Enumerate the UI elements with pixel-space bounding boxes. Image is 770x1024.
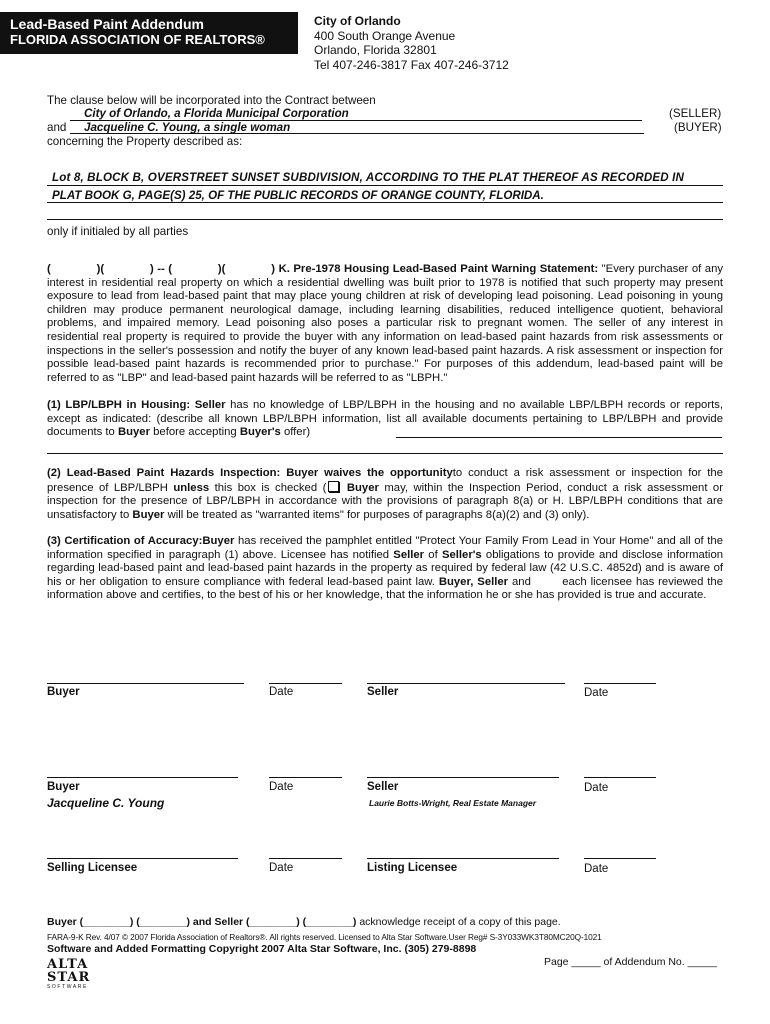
sig-line-selling-licensee[interactable] <box>47 858 238 859</box>
sig-line-seller-1[interactable] <box>367 683 565 684</box>
section2-waives: Buyer waives the opportunity <box>286 467 453 479</box>
section3-buyer: Buyer <box>202 535 235 547</box>
property-line1[interactable]: Lot 8, BLOCK B, OVERSTREET SUNSET SUBDIVISION, ACCORDING TO THE PLAT THEREOF AS RECORDED IN <box>52 171 685 184</box>
section3-heading: (3) Certification of Accuracy: <box>47 535 203 547</box>
sig-line-date-1[interactable] <box>269 683 342 684</box>
sig-label-date-3: Date <box>269 781 294 793</box>
section3 <box>47 535 727 603</box>
logo-mid: STAR <box>47 970 91 985</box>
warning-statement <box>47 263 723 385</box>
sig-line-date-3[interactable] <box>269 777 342 778</box>
sig-line-listing-licensee[interactable] <box>367 858 559 859</box>
sig-line-date-5[interactable] <box>269 858 342 859</box>
section1-buyer: Buyer <box>117 426 150 439</box>
page-number: Page _____ of Addendum No. _____ <box>544 956 717 968</box>
sig-label-buyer-1: Buyer <box>47 686 80 698</box>
buyer-name-field[interactable]: Jacqueline C. Young, a single woman <box>84 121 291 134</box>
section2-text3: may, within the Inspection Period, conduct a risk assessment or inspection for the presence of LBP/LBPH in accordance with the provisions of paragraph 8(a) or H. LBP/LBPH conditions that are unsatisfactory to <box>47 481 723 521</box>
sig-label-buyer-2: Buyer <box>47 781 80 793</box>
logo-bottom: SOFTWARE <box>47 984 88 990</box>
sig-line-seller-2[interactable] <box>367 777 559 778</box>
section2 <box>47 467 723 522</box>
warning-body: any interest in residential real property on which a residential dwelling was built prior to 1978 is notified that such property may present exposure to lead from lead-based paint that may place young children at risk of developing lead poisoning. Lead poisoning in young children may produce permanent neurological damage, including learning disabilities, reduced intelligence quotient, behavioral problems, and impaired memory. Lead poisoning also poses a particular risk to pregnant women. The seller of any interest in residential real property is required to provide the buyer with any information on lead-based paint hazards from risk assessments or inspections in the seller's possession and notify the buyer of any known lead-based paint hazards. A risk assessment or inspection for possible lead-based paint hazards is recommended prior to purchase." For purposes of this addendum, lead-based paint will be referred to as "LBP" and lead-based paint hazards will be referred to as "LBPH." <box>47 263 724 384</box>
address-line2: Orlando, Florida 32801 <box>314 43 437 57</box>
buyer-printed-name: Jacqueline C. Young <box>47 796 165 810</box>
sig-label-seller-1: Seller <box>367 686 399 698</box>
sig-label-date-5: Date <box>269 862 294 874</box>
phone-fax: Tel 407-246-3817 Fax 407-246-3712 <box>314 57 509 72</box>
city-name: City of Orlando <box>314 14 401 28</box>
section1-text3: offer) <box>283 426 311 439</box>
property-line3-rule <box>47 219 723 220</box>
section2-buyer2: Buyer <box>132 508 165 521</box>
section2-buyer: Buyer <box>346 481 379 494</box>
seller-name-field[interactable]: City of Orlando, a Florida Municipal Corporation <box>84 107 349 120</box>
property-intro: concerning the Property described as: <box>47 135 243 148</box>
ack-initials[interactable]: Buyer (________) (________) and Seller (________) (________) <box>47 916 357 928</box>
section3-seller: Seller <box>393 548 425 561</box>
section2-heading: (2) Lead-Based Paint Hazards Inspection: <box>47 467 281 479</box>
form-title-block <box>0 12 298 54</box>
buyer-line <box>70 133 644 134</box>
sig-line-date-4[interactable] <box>584 777 656 778</box>
ack-text: acknowledge receipt of a copy of this page. <box>359 916 561 928</box>
sig-label-date-6: Date <box>584 863 609 875</box>
form-id: FARA-9-K Rev. 4/07 © 2007 Florida Association of Realtors®. All rights reserved. Licensed to Alta Star Software.User Reg# S-3Y033WK3T80MC20Q-1021 <box>47 932 602 942</box>
association-name: FLORIDA ASSOCIATION OF REALTORS® <box>10 32 265 47</box>
buyer-tag: (BUYER) <box>674 121 722 134</box>
sig-line-buyer-2[interactable] <box>47 777 238 778</box>
sig-line-date-2[interactable] <box>584 683 656 684</box>
property-line2[interactable]: PLAT BOOK G, PAGE(S) 25, OF THE PUBLIC RECORDS OF ORANGE COUNTY, FLORIDA. <box>52 189 544 202</box>
address-line1: 400 South Orange Avenue <box>314 28 456 43</box>
section2-text1: to conduct a risk assessment or inspection for the presence of LBP/LBPH <box>47 467 723 494</box>
section2-unless: unless <box>173 481 210 494</box>
property-line2-rule <box>47 202 723 203</box>
section3-buyer-seller: Buyer, Seller <box>438 575 509 588</box>
section1-buyers: Buyer's <box>239 426 281 439</box>
sig-label-seller-2: Seller <box>367 781 399 793</box>
sig-label-selling-licensee: Selling Licensee <box>47 862 138 874</box>
software-copyright: Software and Added Formatting Copyright 2007 Alta Star Software, Inc. (305) 279-8898 <box>47 943 477 955</box>
inspection-checkbox[interactable] <box>328 481 339 492</box>
city-address-block <box>314 14 509 72</box>
section1-blank-line[interactable] <box>396 437 722 438</box>
sig-line-buyer-1[interactable] <box>47 683 244 684</box>
section2-text2: this box is checked ( <box>214 481 327 494</box>
section3-text1: has received the pamphlet entitled "Protect Your Family From Lead in Your Home" and all of the information specified in paragraph (1) above. Licensee has notified <box>47 535 723 561</box>
section1-extra-line[interactable] <box>47 453 723 454</box>
contract-intro: The clause below will be incorporated into the Contract between <box>47 94 376 107</box>
sig-label-date-4: Date <box>584 782 609 794</box>
section1 <box>47 399 723 440</box>
section1-heading: (1) LBP/LBPH in Housing: <box>47 399 191 411</box>
warning-heading: K. Pre-1978 Housing Lead-Based Paint Warning Statement: <box>278 263 599 275</box>
alta-star-logo <box>47 958 90 991</box>
sig-line-date-6[interactable] <box>584 858 656 859</box>
section3-text2: obligations to provide and disclose information regarding lead-based paint and lead-based paint hazards in the property as required by federal law (42 U.S.C. 4852d) and is aware of his or her obligation to ensure compliance with federal lead-based paint law. <box>47 548 724 588</box>
property-line1-rule <box>47 185 723 186</box>
sig-label-listing-licensee: Listing Licensee <box>367 862 458 874</box>
sig-label-date-1: Date <box>269 686 294 698</box>
section3-sellers: Seller's <box>441 548 482 561</box>
receipt-acknowledgement <box>47 916 561 928</box>
sig-label-date-2: Date <box>584 687 609 699</box>
logo-top: ALTA <box>47 957 89 972</box>
section1-text2: before accepting <box>153 426 237 439</box>
section2-text4: will be treated as "warranted items" for purposes of paragraphs 8(a)(2) and (3) only). <box>167 508 590 521</box>
seller-tag: (SELLER) <box>669 107 722 120</box>
section3-text3: and each licensee has reviewed the information above and certifies, to the best of his or her knowledge, that the information he or she has provided is true and accurate. <box>47 575 727 602</box>
warning-lead: "Every purchaser of <box>601 263 702 275</box>
initial-boxes[interactable]: ( )( ) -- ( )( ) <box>47 263 276 275</box>
section3-of: of <box>428 548 438 561</box>
form-title: Lead-Based Paint Addendum <box>10 16 204 32</box>
seller-printed-name: Laurie Botts-Wright, Real Estate Manager <box>369 798 537 808</box>
and-label: and <box>47 121 67 134</box>
section1-seller: Seller <box>194 399 226 411</box>
section1-text1: has no knowledge of LBP/LBPH in the housing and no available LBP/LBPH records or reports, except as indicated: (describe all known LBP/LBPH information, list all available documents pertaining to LBP/LBPH and provide documents to <box>47 399 724 439</box>
initials-note: only if initialed by all parties <box>47 225 189 238</box>
